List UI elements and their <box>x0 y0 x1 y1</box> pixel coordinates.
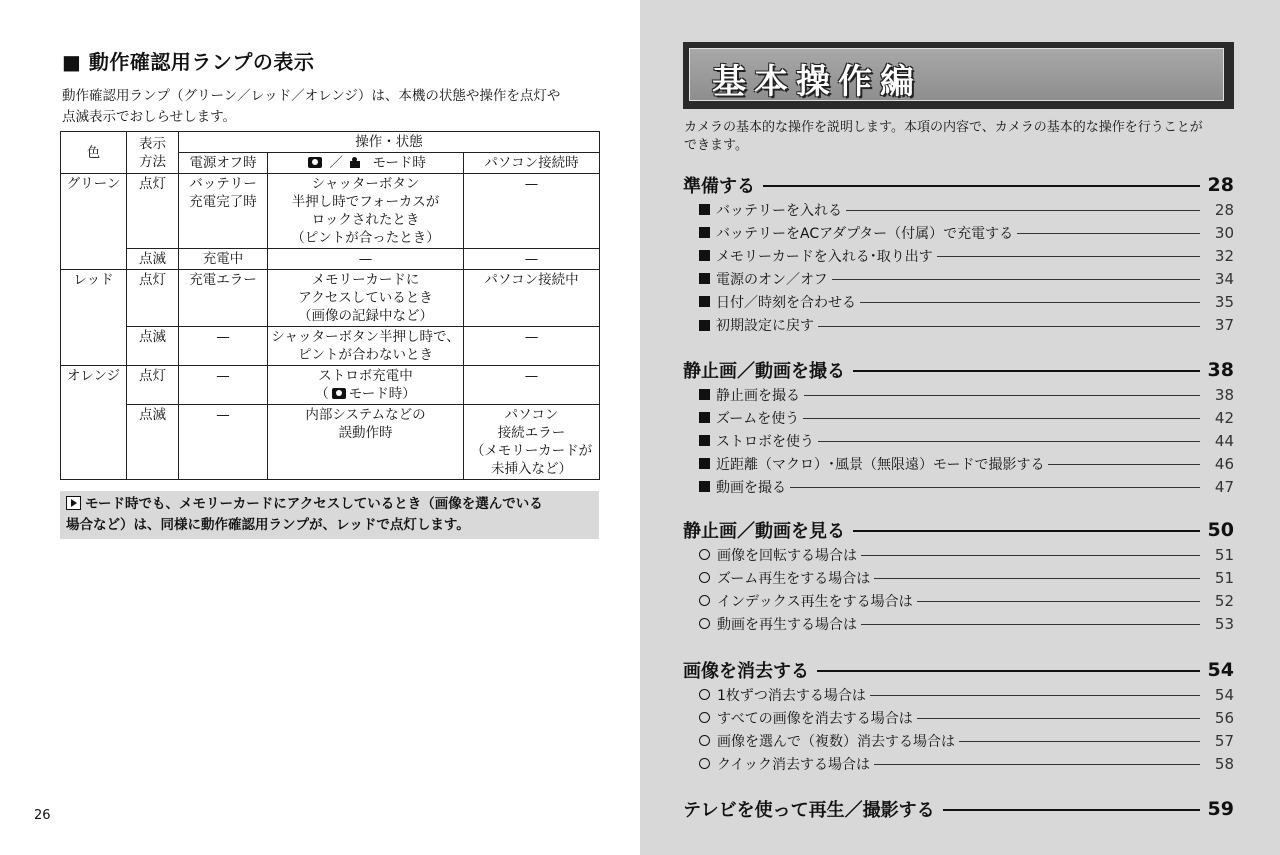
toc-leader-line <box>853 370 1200 372</box>
toc-item-label: ズームを使う <box>716 410 800 427</box>
header-operation-state: 操作・状態 <box>179 132 600 153</box>
toc-item[interactable] <box>683 244 1234 267</box>
toc-item-label: バッテリーをACアダプター（付属）で充電する <box>716 225 1014 242</box>
toc-section-heading[interactable] <box>683 172 1234 198</box>
section-heading: ■ 動作確認用ランプの表示 <box>62 50 315 74</box>
cell-green-on-mode: シャッターボタン 半押し時でフォーカスが ロックされたとき （ピントが合ったとき） <box>268 174 464 249</box>
square-bullet-icon <box>699 389 710 400</box>
toc-item[interactable] <box>683 406 1234 429</box>
toc-leader-line <box>790 487 1200 488</box>
toc-section-page: 59 <box>1207 798 1234 820</box>
toc-item[interactable] <box>683 706 1234 729</box>
toc-item[interactable] <box>683 612 1234 635</box>
circle-bullet-icon <box>699 595 710 606</box>
toc-leader-line <box>861 555 1200 556</box>
toc-item[interactable] <box>683 313 1234 336</box>
toc-item[interactable] <box>683 589 1234 612</box>
toc-leader-line <box>1017 233 1200 234</box>
toc-item-label: メモリーカードを入れる･取り出す <box>716 248 933 265</box>
toc-leader-line <box>804 395 1200 396</box>
toc-section <box>683 657 1234 775</box>
cell-dash: — <box>464 366 600 405</box>
cell-dash: — <box>464 249 600 270</box>
toc-item[interactable] <box>683 475 1234 498</box>
note-line-2: 場合など）は、同様に動作確認用ランプが、レッドで点灯します。 <box>66 517 470 533</box>
square-bullet-icon <box>699 227 710 238</box>
toc-item-label: 1枚ずつ消去する場合は <box>717 687 866 704</box>
toc-item[interactable] <box>683 729 1234 752</box>
toc-leader-line <box>832 279 1200 280</box>
toc-section-title: 準備する <box>683 176 755 197</box>
cell-green-blink-off: 充電中 <box>179 249 268 270</box>
circle-bullet-icon <box>699 618 710 629</box>
toc-item-page: 38 <box>1214 385 1234 404</box>
toc-leader-line <box>959 741 1200 742</box>
toc-leader-line <box>818 441 1200 442</box>
toc-section-heading[interactable] <box>683 357 1234 383</box>
circle-bullet-icon <box>699 572 710 583</box>
toc-section <box>683 357 1234 498</box>
toc-item[interactable] <box>683 198 1234 221</box>
note-line-1: モード時でも、メモリーカードにアクセスしているとき（画像を選んでいる <box>85 496 543 512</box>
toc-item-page: 57 <box>1214 731 1234 750</box>
toc-item-label: すべての画像を消去する場合は <box>717 710 913 727</box>
cell-method-on: 点灯 <box>127 174 179 249</box>
toc-item[interactable] <box>683 683 1234 706</box>
header-mode <box>268 153 464 174</box>
toc-item[interactable] <box>683 429 1234 452</box>
cell-green-on-off: バッテリー 充電完了時 <box>179 174 268 249</box>
square-bullet-icon <box>699 435 710 446</box>
toc-item-label: 画像を回転する場合は <box>717 547 857 564</box>
camera-icon <box>332 388 346 399</box>
orange-on-mode-line-2 <box>270 385 461 403</box>
mode-suffix: モード時） <box>348 386 416 402</box>
toc-item-label: 電源のオン／オフ <box>716 271 828 288</box>
toc-section <box>683 517 1234 635</box>
square-bullet-icon <box>699 412 710 423</box>
toc-leader-line <box>874 578 1200 579</box>
intro-line: 点滅表示でおしらせします。 <box>62 109 237 125</box>
toc-section-title: 画像を消去する <box>683 661 809 682</box>
circle-bullet-icon <box>699 549 710 560</box>
cell-method-on: 点灯 <box>127 366 179 405</box>
toc-item-page: 51 <box>1214 545 1234 564</box>
toc-item-label: ストロボを使う <box>716 433 814 450</box>
toc-section-title: テレビを使って再生／撮影する <box>683 800 935 821</box>
toc-item-page: 37 <box>1214 316 1234 335</box>
toc-item-label: クイック消去する場合は <box>717 756 871 773</box>
intro-text <box>62 86 602 128</box>
mode-suffix: モード時 <box>372 155 426 171</box>
cell-method-blink: 点滅 <box>127 249 179 270</box>
mode-separator: ／ <box>329 155 343 171</box>
movie-camera-icon <box>350 157 365 168</box>
toc-leader-line <box>817 670 1200 672</box>
cell-dash: — <box>179 327 268 366</box>
toc-leader-line <box>853 530 1200 532</box>
toc-leader-line <box>861 624 1200 625</box>
toc-item-label: ズーム再生をする場合は <box>717 570 871 587</box>
toc-section-page: 38 <box>1207 359 1234 381</box>
toc-item-page: 32 <box>1214 246 1234 265</box>
toc-leader-line <box>870 695 1200 696</box>
toc-item-label: 静止画を撮る <box>716 387 800 404</box>
chapter-intro-line: できます。 <box>684 138 748 153</box>
toc-item[interactable] <box>683 566 1234 589</box>
toc-leader-line <box>937 256 1200 257</box>
toc-item-page: 58 <box>1214 754 1234 773</box>
chapter-intro-line: カメラの基本的な操作を説明します。本項の内容で、カメラの基本的な操作を行うことが <box>684 120 1203 135</box>
toc-leader-line <box>943 809 1200 811</box>
cell-red-blink-mode: シャッターボタン半押し時で、 ピントが合わないとき <box>268 327 464 366</box>
toc-section-heading[interactable] <box>683 657 1234 683</box>
note-line <box>66 494 593 515</box>
toc-item-page: 53 <box>1214 614 1234 633</box>
cell-red-on-off: 充電エラー <box>179 270 268 327</box>
chapter-banner-inner <box>689 48 1224 101</box>
toc-section <box>683 172 1234 337</box>
toc-item-label: バッテリーを入れる <box>716 202 842 219</box>
circle-bullet-icon <box>699 689 710 700</box>
cell-method-on: 点灯 <box>127 270 179 327</box>
toc-item-page: 28 <box>1214 200 1234 219</box>
circle-bullet-icon <box>699 758 710 769</box>
toc-item-label: 近距離（マクロ）･風景（無限遠）モードで撮影する <box>716 456 1045 473</box>
toc-leader-line <box>803 418 1200 419</box>
cell-method-blink: 点滅 <box>127 327 179 366</box>
cell-red-on-mode: メモリーカードに アクセスしているとき （画像の記録中など） <box>268 270 464 327</box>
toc-item-page: 42 <box>1214 408 1234 427</box>
toc-section-page: 28 <box>1207 174 1234 196</box>
toc-item[interactable] <box>683 267 1234 290</box>
toc-item-label: 動画を撮る <box>716 479 786 496</box>
toc-item[interactable] <box>683 290 1234 313</box>
toc-item-page: 51 <box>1214 568 1234 587</box>
toc-leader-line <box>763 185 1200 187</box>
square-bullet-icon <box>699 458 710 469</box>
toc-item[interactable] <box>683 452 1234 475</box>
cell-red-on-pc: パソコン接続中 <box>464 270 600 327</box>
toc-item-label: 日付／時刻を合わせる <box>716 294 856 311</box>
toc-section-page: 54 <box>1207 659 1234 681</box>
cell-red: レッド <box>61 270 127 366</box>
header-pc-connected: パソコン接続時 <box>464 153 600 174</box>
toc-leader-line <box>1048 464 1200 465</box>
cell-orange: オレンジ <box>61 366 127 480</box>
toc-item-page: 54 <box>1214 685 1234 704</box>
camera-icon <box>308 157 322 168</box>
orange-on-mode-line-1: ストロボ充電中 <box>318 368 413 384</box>
header-method: 表示 方法 <box>127 132 179 174</box>
toc-section-page: 50 <box>1207 519 1234 541</box>
toc-item-label: 画像を選んで（複数）消去する場合は <box>717 733 955 750</box>
chapter-intro <box>684 119 1234 155</box>
toc-item-label: インデックス再生をする場合は <box>717 593 913 610</box>
toc-item-page: 34 <box>1214 269 1234 288</box>
toc-item[interactable] <box>683 752 1234 775</box>
toc-leader-line <box>917 718 1200 719</box>
playback-icon <box>66 496 81 510</box>
circle-bullet-icon <box>699 735 710 746</box>
header-color: 色 <box>61 132 127 174</box>
cell-orange-blink-pc: パソコン 接続エラー （メモリーカードが 未挿入など） <box>464 405 600 480</box>
toc-item-page: 52 <box>1214 591 1234 610</box>
toc-item-label: 動画を再生する場合は <box>717 616 857 633</box>
cell-method-blink: 点滅 <box>127 405 179 480</box>
toc-item-page: 44 <box>1214 431 1234 450</box>
toc-leader-line <box>917 601 1200 602</box>
cell-orange-blink-mode: 内部システムなどの 誤動作時 <box>268 405 464 480</box>
toc-item[interactable] <box>683 383 1234 406</box>
square-bullet-icon <box>699 296 710 307</box>
header-power-off: 電源オフ時 <box>179 153 268 174</box>
square-bullet-icon <box>699 204 710 215</box>
paren-open: （ <box>315 386 329 402</box>
toc-leader-line <box>846 210 1200 211</box>
page-number: 26 <box>34 808 51 823</box>
cell-dash: — <box>179 366 268 405</box>
toc-item-label: 初期設定に戻す <box>716 318 814 335</box>
cell-dash: — <box>464 327 600 366</box>
cell-orange-on-mode <box>268 366 464 405</box>
toc-item[interactable] <box>683 221 1234 244</box>
chapter-title: 基本操作編 <box>712 62 922 102</box>
toc-section <box>683 796 1234 822</box>
square-bullet-icon <box>699 273 710 284</box>
toc-item-page: 46 <box>1214 454 1234 473</box>
toc-leader-line <box>874 764 1200 765</box>
square-bullet-icon <box>699 250 710 261</box>
cell-dash: — <box>179 405 268 480</box>
toc-item[interactable] <box>683 543 1234 566</box>
intro-line: 動作確認用ランプ（グリーン／レッド／オレンジ）は、本機の状態や操作を点灯や <box>62 88 561 104</box>
square-bullet-icon <box>699 481 710 492</box>
toc-section-heading[interactable] <box>683 796 1234 822</box>
toc-leader-line <box>818 326 1200 327</box>
circle-bullet-icon <box>699 712 710 723</box>
cell-green: グリーン <box>61 174 127 270</box>
toc-section-heading[interactable] <box>683 517 1234 543</box>
lamp-status-table <box>60 131 600 480</box>
toc-section-title: 静止画／動画を撮る <box>683 361 845 382</box>
toc-item-page: 30 <box>1214 223 1234 242</box>
toc-section-title: 静止画／動画を見る <box>683 521 845 542</box>
toc-leader-line <box>860 302 1200 303</box>
toc-item-page: 35 <box>1214 292 1234 311</box>
toc-item-page: 56 <box>1214 708 1234 727</box>
chapter-banner <box>683 42 1234 109</box>
cell-dash: — <box>464 174 600 249</box>
square-bullet-icon <box>699 320 710 331</box>
toc-item-page: 47 <box>1214 477 1234 496</box>
note-box <box>60 491 599 539</box>
cell-dash: — <box>268 249 464 270</box>
